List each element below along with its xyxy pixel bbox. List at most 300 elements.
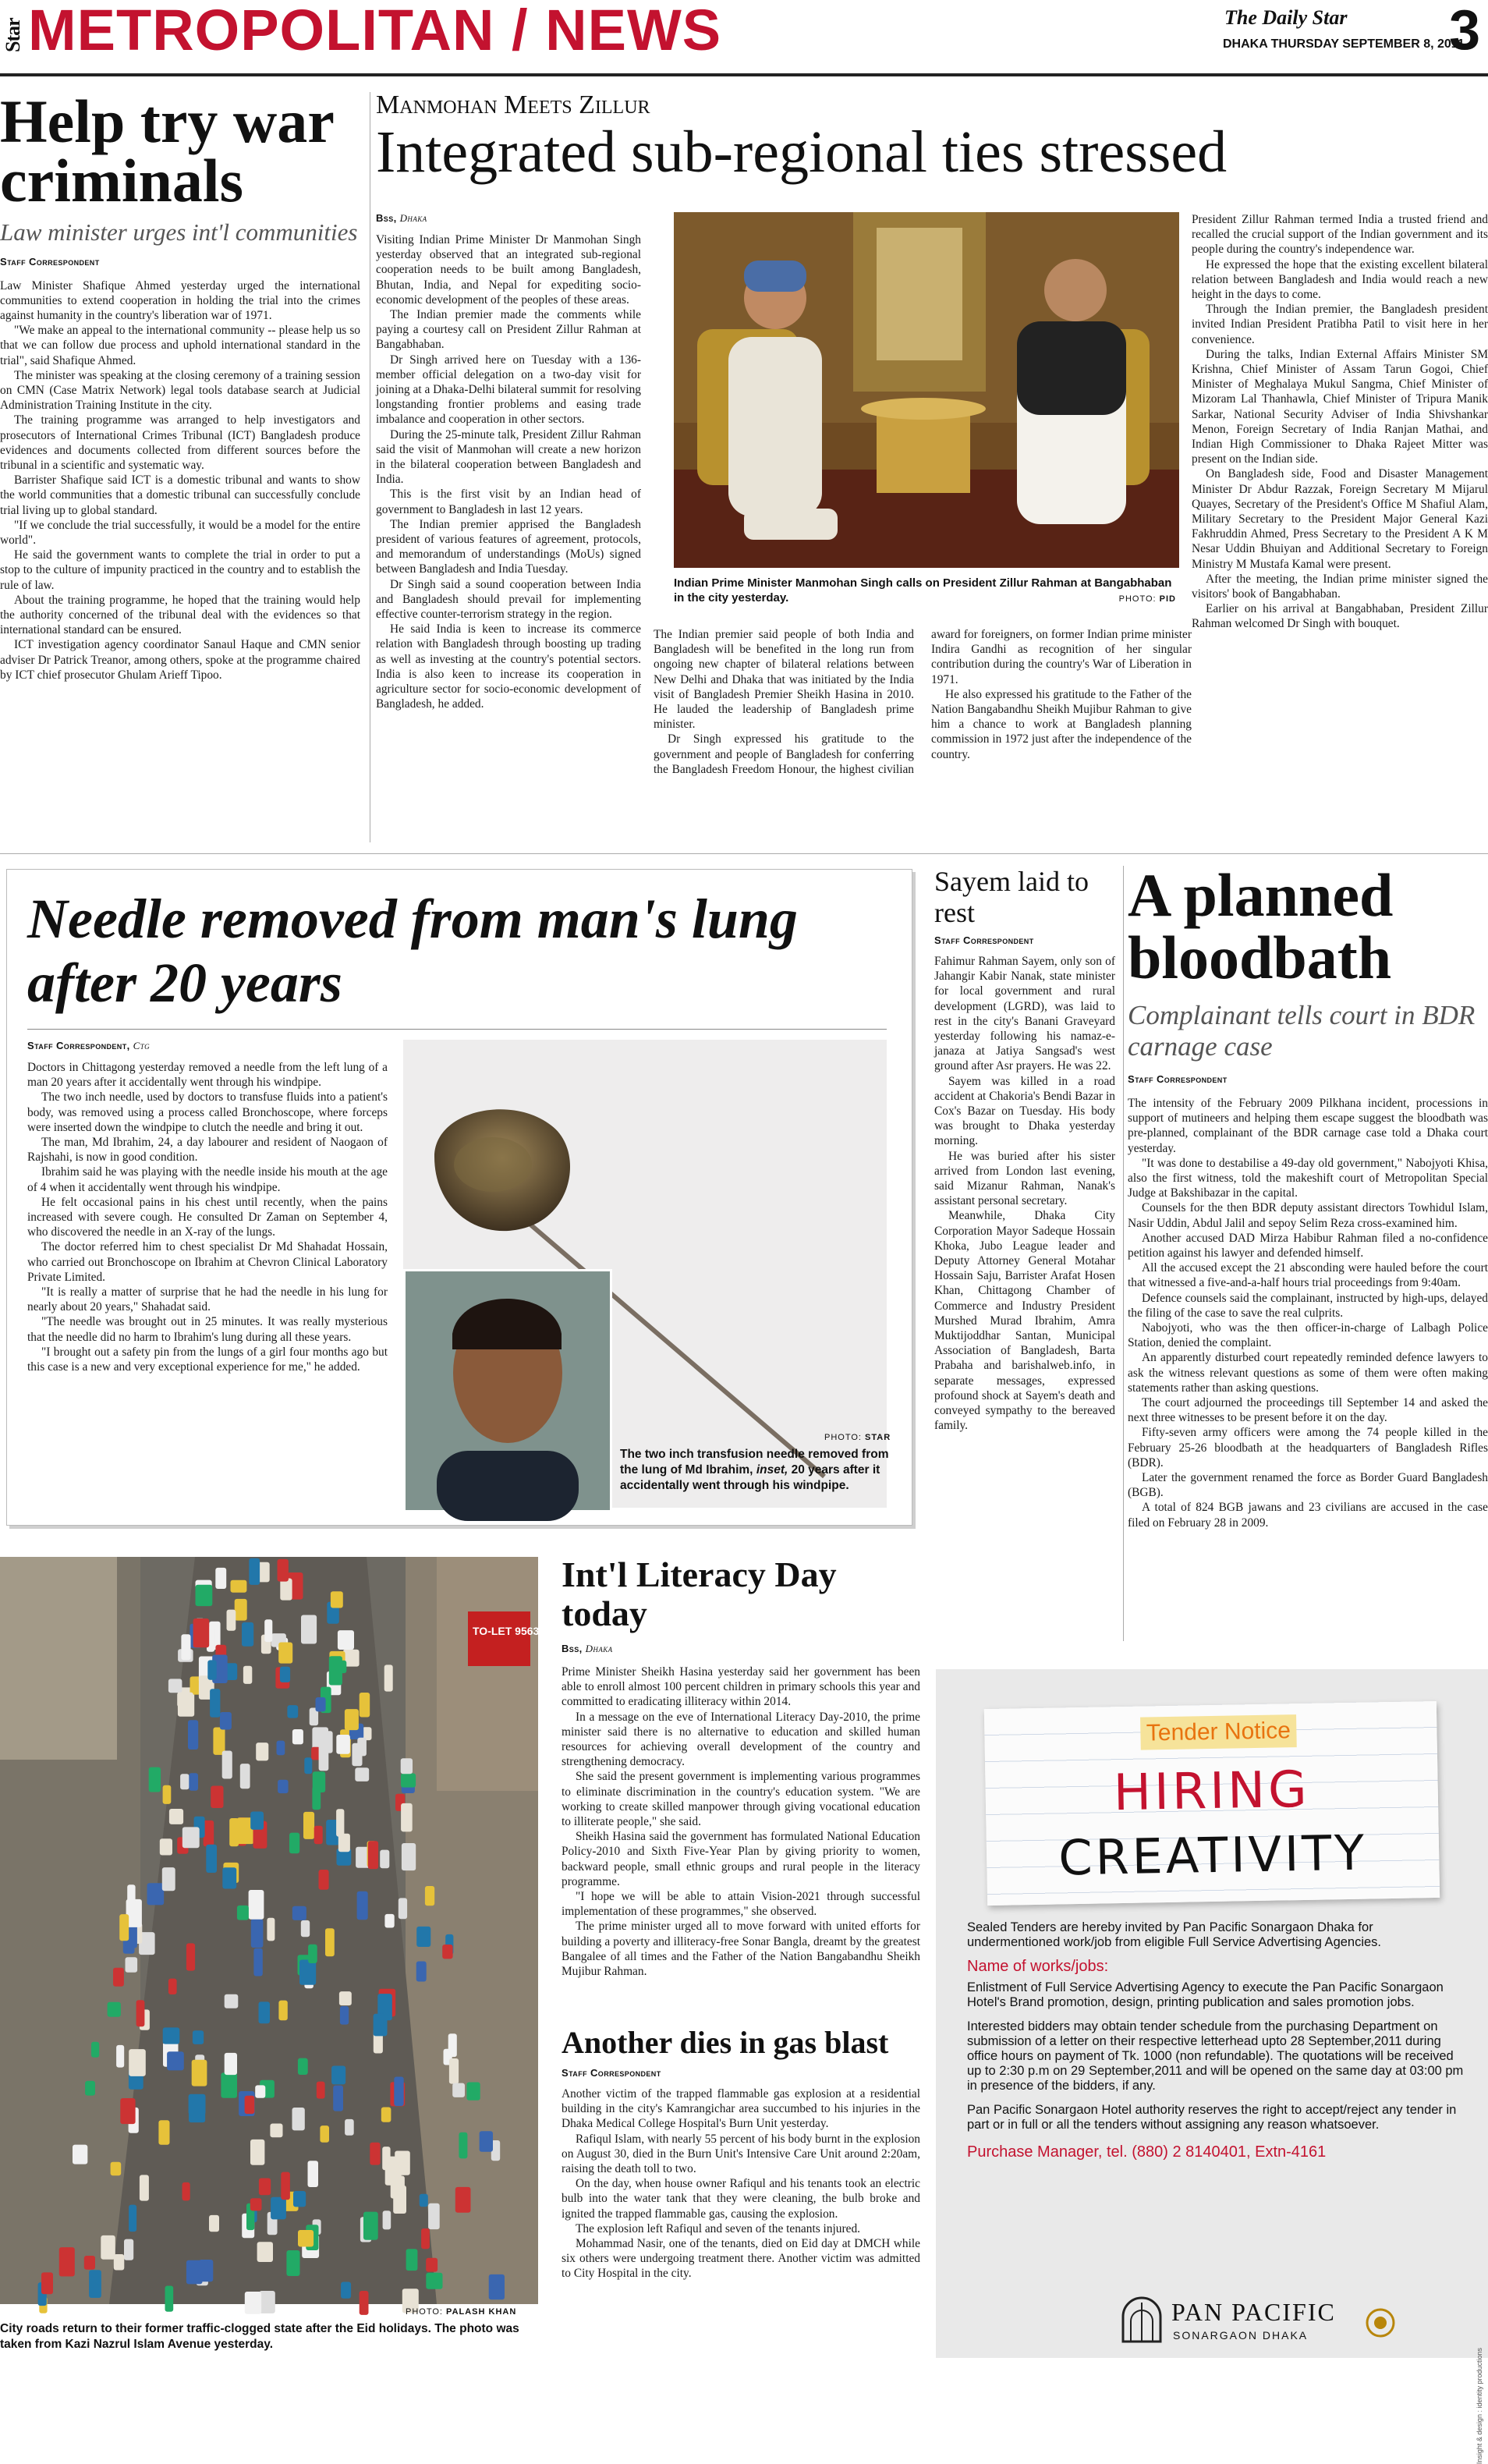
- paragraph: The explosion left Rafiqul and seven of the tenants injured.: [576, 2221, 861, 2235]
- paragraph: Doctors in Chittagong yesterday removed a needle from the left lung of a man 20 years after it accidentally went through his windpipe.: [27, 1061, 388, 1090]
- vehicle: [242, 1622, 253, 1647]
- vehicle: [250, 2140, 264, 2165]
- vehicle: [119, 1914, 129, 1941]
- vehicle: [206, 1845, 217, 1873]
- vehicle: [455, 2187, 471, 2213]
- vehicle: [140, 2175, 149, 2200]
- vehicle: [304, 1757, 312, 1774]
- vehicle: [357, 1891, 368, 1920]
- credit-label: PHOTO:: [824, 1433, 862, 1442]
- paragraph: He was buried after his sister arrived from London last evening, said Mizanur Rahman, Nanak's assistant personal secretary.: [934, 1149, 1115, 1208]
- headline: Int'l Literacy Day today: [562, 1555, 837, 1633]
- works-text: Enlistment of Full Service Advertising Agency to execute the Pan Pacific Sonargaon Hotel's Brand promotion, design, printing publication and sales promotion jobs.: [967, 1980, 1444, 2009]
- vehicle: [381, 2108, 391, 2122]
- headline: Help try war criminals: [0, 87, 334, 214]
- manmohan-col4: [1192, 212, 1488, 842]
- vehicle: [186, 1943, 195, 1970]
- vehicle: [339, 1991, 352, 2005]
- vehicle: [193, 2030, 204, 2044]
- paragraph: Dr Singh arrived here on Tuesday with a 136-member official delegation on a two-day visit for joining at a Dhaka-Delhi bilateral summit for resolving longstanding frontier problems and easing trade imbalance and cooperation in other sectors.: [376, 353, 641, 427]
- vehicle: [401, 1774, 416, 1788]
- vehicle: [215, 1568, 226, 1589]
- vehicle: [227, 1610, 236, 1631]
- vehicle: [162, 1867, 175, 1891]
- vehicle: [380, 1850, 389, 1869]
- paragraph: Defence counsels said the complainant, instructed by high-ups, delayed the filing of the case to save the real culprits.: [1128, 1291, 1488, 1320]
- vehicle: [193, 1618, 210, 1647]
- vehicle: [333, 2086, 343, 2111]
- vehicle: [314, 1826, 323, 1845]
- kicker: Manmohan Meets Zillur: [376, 90, 650, 119]
- vehicle: [278, 1559, 289, 1582]
- article-body: [562, 1665, 920, 2050]
- vehicle: [163, 1785, 172, 1804]
- vehicle: [319, 1742, 329, 1771]
- vehicle: [459, 2133, 467, 2159]
- vehicle: [168, 1679, 182, 1693]
- caption-pre: The two inch transfusion needle removed from the lung of Md Ibrahim,: [620, 1448, 889, 1477]
- hiring-text: HIRING: [1113, 1760, 1311, 1823]
- paragraph: During the talks, Indian External Affairs Minister SM Krishna, Chief Minister of Assam Tarun Gogoi, Chief Minister of Meghalaya Mukul Sangma, Chief Minister of Mizoram Lal Thanhawla, Chief Minister of Tripura Manik Sarkar, National Security Adviser of India Shivshankar Menon, Foreign Secretary of India Ranjan Mathai, and Indian High Commissioner to Dhaka Rajeet Mitter was present on the Indian side.: [1192, 347, 1488, 466]
- vehicle: [189, 1773, 198, 1791]
- vehicle: [250, 1812, 264, 1830]
- paragraph: The Indian premier made the comments while paying a courtesy call on President Zillur Rahman at Bangabhaban.: [376, 308, 641, 352]
- paragraph: Ibrahim said he was playing with the needle inside his mouth at the age of 4 when it accidentally went through his windpipe.: [27, 1165, 388, 1194]
- vehicle: [360, 1693, 370, 1718]
- byline-agency: Bss,: [562, 1643, 583, 1654]
- paragraph: About the training programme, he hoped that the training would help the authority concerned of the tribunal deal with the evidences so that international standard can be ensured.: [0, 593, 360, 637]
- traffic-caption: City roads return to their former traffic-clogged state after the Eid holidays. The photo was taken from Kazi Nazrul Islam Avenue yesterday.: [0, 2322, 519, 2351]
- ibrahim-inset-photo: [403, 1269, 612, 1512]
- vehicle: [338, 1630, 354, 1650]
- paragraph: Another accused DAD Mirza Habibur Rahman filed a no-confidence petition against his lawyer and defended himself.: [1128, 1231, 1488, 1260]
- star-logo: Star: [2, 18, 24, 52]
- paragraph: Sayem was killed in a road accident at Chakoria's Bendi Bazar in Cox's Bazar on Tuesday. His body was brought to Dhaka yesterday morning.: [934, 1074, 1115, 1148]
- vehicle: [336, 1735, 350, 1754]
- vehicle: [301, 1920, 310, 1937]
- vehicle: [182, 1827, 200, 1848]
- vehicle: [270, 2124, 282, 2138]
- vehicle: [168, 1979, 177, 1994]
- vehicle: [160, 1838, 172, 1855]
- paragraph: After the meeting, the Indian prime minister signed the visitors' book of Bangabhaban.: [1192, 572, 1488, 601]
- headline-rule: [27, 1029, 887, 1030]
- paragraph: Rafiqul Islam, with nearly 55 percent of his body burnt in the explosion on August 30, died in the Burn Unit's Intensive Care Unit around 2:20am, raising the death toll to two.: [562, 2132, 920, 2176]
- vehicle: [222, 1867, 236, 1888]
- page-number: 3: [1449, 0, 1481, 62]
- vehicle: [278, 2001, 287, 2021]
- vehicle: [320, 2125, 329, 2143]
- vehicle: [336, 1809, 344, 1837]
- paragraph: An apparently disturbed court repeatedly reminded defence lawyers to ask the witness relevant questions as some of them were often making statements rather than asking questions.: [1128, 1351, 1488, 1395]
- vehicle: [113, 1968, 124, 1987]
- paragraph: Sheikh Hasina said the government has formulated National Education Policy-2010 and Sixth Five-Year Plan by giving priority to women, backward people, small ethnic groups and rural people in the literacy programme.: [562, 1830, 920, 1888]
- headline: A planned bloodbath: [1128, 861, 1394, 991]
- manmohan-col1: [376, 212, 641, 842]
- byline-agency: Bss,: [376, 212, 397, 224]
- paragraph: Earlier on his arrival at Bangabhaban, President Zillur Rahman welcomed Dr Singh with bouquet.: [1192, 602, 1488, 631]
- paragraph: Nabojyoti, who was the then officer-in-charge of Lalbagh Police Station, denied the complaint.: [1128, 1321, 1488, 1350]
- subhead: Law minister urges int'l communities: [0, 218, 358, 246]
- vehicle: [384, 1914, 394, 1928]
- vehicle: [211, 1786, 223, 1809]
- vehicle: [452, 2083, 465, 2097]
- pan-pacific-logo: [1120, 2293, 1416, 2348]
- vehicle: [308, 1945, 317, 1963]
- vehicle: [180, 1774, 189, 1789]
- masthead: The Daily Star: [1224, 6, 1348, 29]
- vehicle: [480, 2131, 493, 2152]
- vehicle: [355, 1767, 369, 1782]
- paragraph: "It was done to destabilise a 49-day old government," Nabojyoti Khisa, also the first witness, told the makeshift court of Metropolitan Special Judge at Bakshibazar in the capital.: [1128, 1156, 1488, 1200]
- contact-text: Purchase Manager, tel. (880) 2 8140401, Extn-4161: [967, 2143, 1327, 2161]
- vehicle: [255, 2085, 265, 2097]
- vehicle: [449, 2058, 459, 2084]
- vehicle: [210, 1689, 220, 1718]
- section-title: METROPOLITAN / NEWS: [28, 0, 722, 62]
- vehicle: [259, 2179, 271, 2196]
- vehicle: [401, 1758, 413, 1774]
- paragraph: In a message on the eve of International Literacy Day-2010, the prime minister said there is no alternative to education and skilled human resources for achieving overall development of the country and strengthening democracy.: [562, 1710, 920, 1769]
- paragraph: The training programme was arranged to help investigators and prosecutors of International Crimes Tribunal (ICT) Bangladesh produce evidences and documents collected from different sources before the tribunal in a scientific and systematic way.: [0, 413, 360, 473]
- vehicle: [235, 1599, 247, 1621]
- vehicle: [401, 1803, 413, 1832]
- byline: Staff Correspondent: [934, 934, 1034, 946]
- vehicle: [91, 2042, 99, 2058]
- vehicle: [384, 1665, 393, 1691]
- vehicle: [335, 1661, 346, 1673]
- article-body: [562, 2086, 920, 2352]
- vehicle: [196, 1585, 213, 1606]
- vehicle: [281, 2172, 290, 2200]
- vehicle: [182, 2182, 190, 2201]
- vehicle: [292, 1729, 303, 1744]
- story-needle: [6, 869, 912, 1526]
- vehicle: [240, 1764, 250, 1789]
- vehicle: [402, 1843, 416, 1870]
- caption: Indian Prime Minister Manmohan Singh calls on President Zillur Rahman at Bangabhaban in the city yesterday.: [674, 576, 1172, 604]
- paragraph: He said India is keen to increase its commerce relation with Bangladesh through boosting up trading as well as investing at the country's potential sectors. India is also keen to increase its cooperation in agriculture sector for socio-economic development of Bangladesh, he added.: [376, 622, 641, 711]
- vehicle: [280, 1579, 292, 1601]
- creativity-text: CREATIVITY: [1058, 1824, 1368, 1887]
- seal-icon: [1365, 2307, 1396, 2338]
- paragraph: Counsels for the then BDR deputy assistant directors Towhidul Islam, Nasir Uddin, Abdul Jalil and sepoy Selim Reza cross-examined him.: [1128, 1201, 1488, 1230]
- schedule-text: Interested bidders may obtain tender schedule from the purchasing Department on submission of a letter on their respective letterhead upto 28 September,2011 during office hours on payment of Tk. 1000 (non refundable). The quotations will be received up to 2:30 p.m on 29 September,2011 and will be opened on the same day at 03:00 pm in presence of the bidders, if any.: [967, 2019, 1464, 2093]
- vehicle: [374, 2014, 388, 2037]
- vehicle: [259, 2001, 271, 2023]
- header-rule: [0, 73, 1488, 76]
- vehicle: [192, 2060, 207, 2086]
- vehicle: [313, 1771, 326, 1792]
- vehicle: [250, 2198, 262, 2211]
- paragraph: The man, Md Ibrahim, 24, a day labourer and resident of Naogaon of Rajshahi, is now in good condition.: [27, 1136, 388, 1165]
- manmohan-zillur-photo: [674, 212, 1179, 568]
- vehicle: [399, 1898, 407, 1919]
- paragraph: Mohammad Nasir, one of the tenants, died on Eid day at DMCH while six others were undergoing treatment there. Another victim was admitted to City Hospital in the city.: [562, 2237, 920, 2281]
- byline-name: Staff Correspondent,: [27, 1040, 130, 1051]
- paragraph: The Indian premier said people of both India and Bangladesh will be benefited in the long run from ongoing new chapter of bilateral relations between New Delhi and Dhaka that was initiated by the India visit of Bangladesh Premier Sheikh Hasina in 2010. He lauded the leadership of Bangladesh prime minister.: [654, 628, 914, 732]
- paragraph: He expressed the hope that the existing excellent bilateral relation between Bangladesh and India would reach a new height in the days to come.: [1192, 257, 1488, 302]
- tender-intro: Sealed Tenders are hereby invited by Pan Pacific Sonargaon Dhaka for undermentioned work/job from eligible Full Service Advertising Agencies.: [967, 1920, 1382, 1949]
- photo-svg: [674, 212, 1179, 568]
- logo-mark-icon: [1120, 2295, 1164, 2343]
- vehicle: [127, 1884, 135, 1905]
- billboard-text: TO-LET 9563233: [473, 1625, 558, 1637]
- vehicle: [370, 2143, 380, 2165]
- vehicle: [147, 1883, 165, 1905]
- rights-text: Pan Pacific Sonargaon Hotel authority reserves the right to accept/reject any tender in part or in full or all the tenders without assigning any reason whatsoever.: [967, 2103, 1457, 2132]
- brand-sub: SONARGAON DHAKA: [1173, 2329, 1309, 2342]
- manmohan-caption: [674, 576, 1179, 612]
- vehicle: [163, 2027, 180, 2044]
- paragraph: This is the first visit by an Indian head of government to Bangladesh in last 12 years.: [376, 487, 641, 516]
- vehicle: [345, 1709, 359, 1730]
- vehicle: [293, 2191, 306, 2207]
- story-literacy: [562, 1555, 920, 2008]
- paragraph: "I hope we will be able to attain Vision-2021 through successful implementation of these programmes," she observed.: [562, 1890, 920, 1919]
- paragraph: She said the present government is implementing various programmes to eliminate discrimination in the country's education system. "We are working to create skilled manpower through giving vocational education to illiterate people," she said.: [562, 1770, 920, 1829]
- vehicle: [249, 1890, 264, 1920]
- byline: [376, 212, 641, 225]
- vehicle: [298, 2058, 308, 2075]
- traffic-photo-credit: [406, 2307, 516, 2317]
- article-body: [1128, 1096, 1488, 1657]
- story-bloodbath: [1128, 861, 1488, 1652]
- byline-place: Dhaka: [585, 1643, 613, 1654]
- paragraph: The minister was speaking at the closing ceremony of a training session on CMN (Case Matrix Network) legal tools database search at Judicial Administration Training Institute in the city.: [0, 368, 360, 413]
- vehicle: [264, 1619, 272, 1642]
- paragraph: "It is really a matter of surprise that he had the needle in his lung for nearly about 20 years," Shahadat said.: [27, 1285, 388, 1314]
- vehicle: [416, 1962, 427, 1982]
- story-gas-blast: [562, 2025, 920, 2358]
- story-sayem: [934, 866, 1115, 1643]
- vehicle: [316, 1697, 326, 1711]
- vehicle: [256, 1743, 268, 1760]
- article-body: [0, 278, 360, 814]
- vehicle: [382, 2147, 390, 2170]
- paragraph: Fahimur Rahman Sayem, only son of Jahangir Kabir Nanak, state minister for local government and rural development (LGRD), was laid to rest in the city's Banani Graveyard yesterday following his namaz-e-janaza at Jatiya Sangsad's west ground after Asr prayers. He was 22.: [934, 955, 1115, 1073]
- vehicle: [169, 1809, 183, 1824]
- vehicle: [338, 1834, 350, 1852]
- vehicle: [277, 1741, 285, 1756]
- paragraph: He said the government wants to complete the trial in order to put a stop to the culture of impunity practiced in the country and to establish the rule of law.: [0, 548, 360, 592]
- paragraph: Later the government renamed the force as Border Guard Bangladesh (BGB).: [1128, 1471, 1488, 1500]
- vehicle: [425, 1886, 434, 1906]
- credit-name: PID: [1159, 594, 1176, 604]
- article-body: [27, 1060, 388, 1512]
- credit-name: PALASH KHAN: [446, 2307, 517, 2317]
- page-header: [0, 0, 1488, 73]
- vehicle: [204, 1821, 214, 1846]
- vehicle: [181, 1634, 190, 1660]
- column-rule: [1123, 866, 1124, 1641]
- vehicle: [126, 1957, 138, 1972]
- paragraph: Dr Singh expressed his gratitude to the government and people of Bangladesh for conferring the Bangladesh Freedom Honour, the highest civilian award for foreigners, on former Indian prime minister Indira Gandhi as recognition of her singular contribution during the country's War of Liberation in 1971.: [654, 628, 1192, 776]
- vehicle: [237, 1906, 249, 1920]
- vehicle: [317, 2082, 325, 2099]
- paragraph: Meanwhile, Dhaka City Corporation Mayor Sadeque Hossain Khoka, Jubo League leader and Deputy Attorney General Motahar Hossain Saju, Barrister Arafat Hosen Khan, Chittagong Chamber of Commerce and Industry President Murshed Murad Ibrahim, Amra Muktijoddhar Santan, Municipal Association of Bangladesh, Barta Prabaha and barishalweb.info, in separate messages, expressed profound shock at Sayem's death and conveyed sympathy to the bereaved family.: [934, 1209, 1115, 1433]
- vehicle: [420, 2194, 428, 2207]
- byline: [27, 1040, 150, 1052]
- vehicle: [345, 2119, 354, 2136]
- paragraph: "The needle was brought out in 25 minutes. It was really mysterious that the needle did no harm to Ibrahim's lung during all these years.: [27, 1315, 388, 1344]
- paragraph: "We make an appeal to the international community -- please help us so that we can follow due process and uphold international standard in the trial", said Shafique Ahmed.: [0, 324, 360, 367]
- vehicle: [331, 2066, 345, 2085]
- vehicle: [188, 1720, 198, 1750]
- vehicle: [177, 1693, 193, 1707]
- vehicle: [416, 1927, 430, 1947]
- vehicle: [149, 1767, 161, 1792]
- article-body: [1192, 212, 1488, 842]
- vehicle: [442, 1945, 452, 1959]
- vehicle: [108, 2002, 121, 2017]
- vehicle: [325, 1928, 335, 1956]
- vehicle: [129, 2049, 146, 2076]
- paragraph: He also expressed his gratitude to the Father of the Nation Bangabandhu Sheikh Mujibur Rahman to give him a chance to work at Bangladesh planning commission in 1972 just after the independence of the country.: [931, 687, 1192, 761]
- paragraph: Prime Minister Sheikh Hasina yesterday said her government has been able to enroll almost 100 percent children in primary schools this year and committed to eradicating illiteracy within 2014.: [562, 1665, 920, 1709]
- paragraph: President Zillur Rahman termed India a trusted friend and recalled the crucial support of the Indian government and its people during the country's independence war.: [1192, 213, 1488, 257]
- row-rule: [0, 853, 1488, 854]
- paragraph: Dr Singh said a sound cooperation between India and Bangladesh should prevail for implementing effective counter-terrorism strategy in the region.: [376, 577, 641, 622]
- vehicle: [116, 2045, 124, 2068]
- photo-credit: [1119, 594, 1176, 604]
- billboard: [468, 1611, 530, 1666]
- vehicle: [278, 1643, 292, 1664]
- vehicle: [220, 1712, 232, 1730]
- hiring-card: [984, 1701, 1440, 1906]
- works-title: Name of works/jobs:: [967, 1958, 1109, 1975]
- vehicle: [213, 1728, 225, 1755]
- vehicle: [85, 2081, 95, 2096]
- vehicle: [251, 1919, 264, 1948]
- vehicle: [167, 2051, 184, 2070]
- tender-body: [967, 1920, 1466, 2160]
- traffic-photo: [0, 1557, 558, 2304]
- subhead: Complainant tells court in BDR carnage case: [1128, 1000, 1476, 1062]
- article-body: [376, 232, 641, 841]
- paragraph: Law Minister Shafique Ahmed yesterday urged the international communities to extend cooperation in holding the trial into the crimes against humanity in the country's liberation war of 1971.: [0, 278, 360, 323]
- vehicle: [111, 2162, 122, 2176]
- paragraph: On Bangladesh side, Food and Disaster Management Minister Dr Abdur Razzak, Foreign Secretary M Mijarul Quayes, Secretary of the President's Office M Shafiul Alam, Military Secretary to the President Major General Kazi Fakhruddin Ahmed, Press Secretary to the President A K M Nesar Uddin Bhuiyan and Additional Secretary to Foreign Ministry M Mustafa Kamal were present.: [1192, 467, 1488, 571]
- vehicle: [357, 1738, 367, 1757]
- paragraph: All the accused except the 21 absconding were hauled before the court that witnessed a five-and-a-half hours trial proceedings from 9:40am.: [1128, 1261, 1488, 1290]
- vehicle: [289, 1833, 299, 1854]
- paragraph: Another victim of the trapped flammable gas explosion at a residential building in the city's Kamrangichar area succumbed to his injuries in the Dhaka Medical College Hospital's Burn Unit yesterday.: [562, 2087, 920, 2131]
- paragraph: The Indian premier apprised the Bangladesh president of various features of agreement, protocols, and memorandum of understandings (MoUs) signed between Bangladesh and India Tuesday.: [376, 517, 641, 576]
- vehicle: [278, 1780, 289, 1793]
- vehicle: [207, 1660, 216, 1679]
- vehicle: [299, 1960, 316, 1985]
- vehicle: [243, 1666, 252, 1684]
- credit-name: STAR: [865, 1433, 891, 1442]
- byline: Staff Correspondent: [562, 2067, 661, 2079]
- vehicle: [331, 1591, 343, 1608]
- vehicle: [280, 1667, 290, 1682]
- vehicle: [368, 1841, 378, 1869]
- vehicle: [267, 1918, 275, 1941]
- photo-credit: [824, 1433, 891, 1442]
- vehicle: [292, 1906, 306, 1920]
- headline: Needle removed from man's lung after 20 years: [27, 888, 798, 1014]
- paragraph: Visiting Indian Prime Minister Dr Manmohan Singh yesterday observed that an integrated sub-regional cooperation needs to be built among Bangladesh, Bhutan, India, and Nepal for expediting socio-economic development of the peoples of these areas.: [376, 233, 641, 307]
- vehicle: [249, 1558, 260, 1585]
- paragraph: The prime minister urged all to move forward with united efforts for building a poverty and illiteracy-free Sonar Bangla, dreamt by the greatest Bangalee of all times and the Father of the Nation Bangabandhu Sheikh Mujibur Rahman.: [562, 1920, 920, 1979]
- vehicle: [222, 1751, 232, 1779]
- paragraph: "If we conclude the trial successfully, it would be a model for the entire world".: [0, 518, 360, 548]
- vehicle: [308, 2161, 319, 2187]
- paragraph: Fifty-seven army officers were among the 74 people killed in the February 25-26 bloodbath at the headquarters of Bangladesh Rifles (BDR).: [1128, 1426, 1488, 1470]
- vehicle: [340, 2006, 349, 2025]
- paragraph: Barrister Shafique said ICT is a domestic tribunal and wants to show the world communities that a domestic tribunal can successfully conclude trial living up to global standard.: [0, 473, 360, 517]
- vehicle: [394, 2077, 403, 2107]
- vehicle: [73, 2145, 87, 2164]
- vehicle: [303, 1812, 314, 1839]
- paragraph: During the 25-minute talk, President Zillur Rahman said the visit of Manmohan will create a new horizon in the bilateral cooperation between Bangladesh and India.: [376, 427, 641, 487]
- vehicle: [253, 1948, 262, 1977]
- vehicle: [225, 1994, 239, 2008]
- paragraph: The two inch needle, used by doctors to transfuse fluids into a patient's body, was removed using a process called Bronchoscope, where forceps were inserted down the windpipe to clutch the needle and bring it out.: [27, 1090, 388, 1134]
- article-body: [654, 627, 1192, 842]
- vehicle: [287, 1705, 298, 1718]
- vehicle: [136, 2000, 145, 2026]
- byline-place: Dhaka: [399, 212, 427, 224]
- vehicle: [271, 2197, 286, 2220]
- paragraph: The doctor referred him to chest specialist Dr Md Shahadat Hossain, who carried out Bronchoscope on Ibrahim at Chevron Clinical Laboratory Private Limited.: [27, 1240, 388, 1284]
- vehicle: [448, 2033, 457, 2057]
- headline: Integrated sub-regional ties stressed: [376, 119, 1228, 185]
- headline: Sayem laid to rest: [934, 866, 1089, 928]
- vehicle: [245, 2096, 255, 2114]
- paragraph: "I brought out a safety pin from the lungs of a girl four months ago but this case is a new and very exceptional experience for me," he added.: [27, 1345, 388, 1374]
- brand-name: PAN PACIFIC: [1171, 2298, 1336, 2326]
- vehicle: [221, 2072, 237, 2097]
- design-credit: Insight & design : identity productions: [1476, 2348, 1483, 2464]
- story-war-criminals: [0, 87, 360, 850]
- vehicle: [466, 2083, 480, 2101]
- headline: Another dies in gas blast: [562, 2025, 889, 2060]
- tender-advert: [936, 1669, 1488, 2464]
- caption-inset: inset,: [756, 1463, 788, 1477]
- vehicle: [189, 2094, 206, 2115]
- dateline: DHAKA THURSDAY SEPTEMBER 8, 2011: [1223, 37, 1465, 51]
- paragraph: The court adjourned the proceedings till September 14 and asked the next three witnesses to be present before it on the day.: [1128, 1396, 1488, 1425]
- inset-svg: [406, 1271, 610, 1510]
- byline: Staff Correspondent: [1128, 1073, 1228, 1085]
- vehicle: [301, 1615, 317, 1644]
- paragraph: On the day, when house owner Rafiqul and his tenants took an electric bulb into the water tank that they were cleaning, the bulb broke and ignited the trapped flammable gas, causing the explosion.: [562, 2177, 920, 2221]
- vehicle: [231, 1580, 247, 1593]
- paragraph: Through the Indian premier, the Bangladesh president invited Indian President Pratibha Patil to visit here in her convenience.: [1192, 303, 1488, 346]
- vehicle: [225, 2053, 237, 2075]
- vehicle: [319, 1870, 329, 1890]
- paragraph: A total of 824 BGB jawans and 23 civilians are accused in the case filed on February 28 in 2009.: [1128, 1501, 1488, 1530]
- byline: [562, 1643, 920, 1655]
- tender-tag: Tender Notice: [1140, 1714, 1297, 1750]
- article-body: [934, 954, 1115, 1656]
- paragraph: He felt occasional pains in his chest until recently, when the pains increased with severe cough. He consulted Dr Zaman on September 4, who discovered the needle in an X-ray of the lungs.: [27, 1195, 388, 1239]
- credit-label: PHOTO:: [1118, 594, 1157, 604]
- vehicle: [120, 2098, 135, 2124]
- traffic-svg: [0, 1557, 558, 2304]
- byline-place: Ctg: [133, 1040, 151, 1051]
- vehicle: [158, 2120, 169, 2145]
- paragraph: ICT investigation agency coordinator Sanaul Haque and CMN senior adviser Dr Patrick Treanor, among others, spoke at the programme chaired by ICT chief prosecutor Ghulam Arieff Tipoo.: [0, 638, 360, 682]
- byline: Staff Correspondent: [0, 255, 100, 268]
- caption-post: 20 years after it accidentally went through his windpipe.: [620, 1463, 880, 1492]
- credit-label: PHOTO:: [406, 2307, 443, 2317]
- vehicle: [292, 2108, 305, 2130]
- caption: [620, 1447, 893, 1494]
